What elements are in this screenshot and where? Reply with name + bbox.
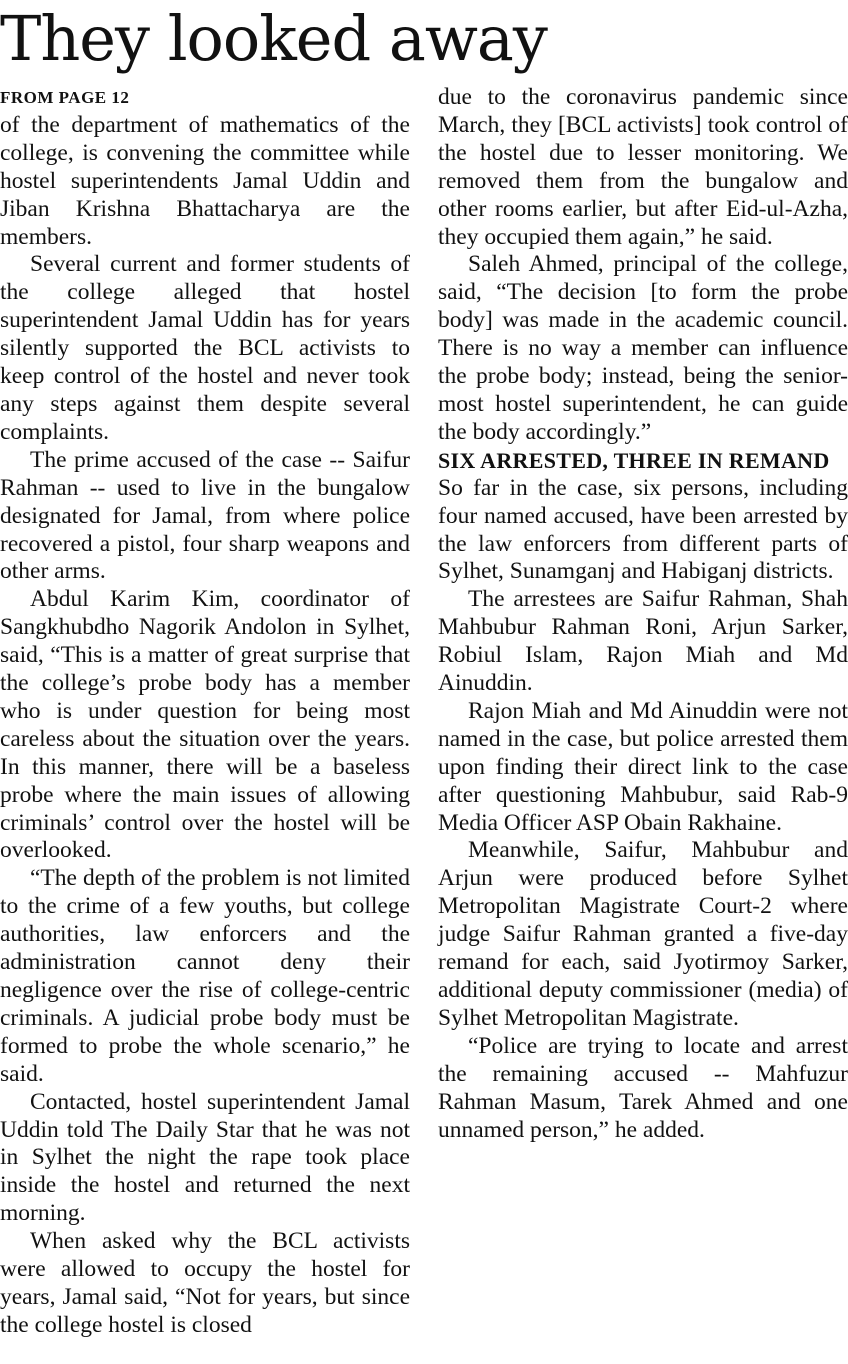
- paragraph: Abdul Karim Kim, coordinator of Sangkhubdho Nagorik Andolon in Sylhet, said, “This is a matter of great surprise that the college’s probe body has a member who is under question for being most careless about the situation over the years. In this manner, there will be a baseless probe where the main issues of allowing criminals’ control over the hostel will be overlooked.: [0, 586, 410, 864]
- paragraph: Meanwhile, Saifur, Mahbubur and Arjun were produced before Sylhet Metropolitan Magistrate Court-2 where judge Saifur Rahman granted a five-day remand for each, said Jyotirmoy Sarker, additional deputy commissioner (media) of Sylhet Metropolitan Magistrate.: [438, 837, 848, 1031]
- jump-line: FROM PAGE 12: [0, 88, 130, 107]
- paragraph: of the department of mathematics of the college, is convening the committee while hostel superintendents Jamal Uddin and Jiban Krishna Bhattacharya are the members.: [0, 111, 410, 250]
- paragraph: Several current and former students of the college alleged that hostel superintendent Jamal Uddin has for years silently supported the BCL activists to keep control of the hostel and never took any steps against them despite several complaints.: [0, 251, 410, 445]
- paragraph: “The depth of the problem is not limited to the crime of a few youths, but college authorities, law enforcers and the administration cannot deny their negligence over the rise of college-centric criminals. A judicial probe body must be formed to probe the whole scenario,” he said.: [0, 865, 410, 1087]
- paragraph: due to the coronavirus pandemic since March, they [BCL activists] took control of the hostel due to lesser monitoring. We removed them from the bungalow and other rooms earlier, but after Eid-ul-Azha, they occupied them again,” he said.: [438, 84, 848, 250]
- section-subhead: SIX ARRESTED, THREE IN REMAND: [438, 447, 830, 473]
- paragraph: The arrestees are Saifur Rahman, Shah Mahbubur Rahman Roni, Arjun Sarker, Robiul Islam, Rajon Miah and Md Ainuddin.: [438, 586, 848, 697]
- paragraph: Rajon Miah and Md Ainuddin were not named in the case, but police arrested them upon finding their direct link to the case after questioning Mahbubur, said Rab-9 Media Officer ASP Obain Rakhaine.: [438, 697, 848, 836]
- paragraph: So far in the case, six persons, including four named accused, have been arrested by the law enforcers from different parts of Sylhet, Sunamganj and Habiganj districts.: [438, 474, 848, 585]
- paragraph: “Police are trying to locate and arrest the remaining accused -- Mahfuzur Rahman Masum, Tarek Ahmed and one unnamed person,” he added.: [438, 1032, 848, 1143]
- paragraph: Saleh Ahmed, principal of the college, said, “The decision [to form the probe body] was made in the academic council. There is no way a member can influence the probe body; instead, being the senior-most hostel superintendent, he can guide the body accordingly.”: [438, 251, 848, 445]
- left-column: [0, 84, 410, 1340]
- paragraph: Contacted, hostel superintendent Jamal Uddin told The Daily Star that he was not in Sylhet the night the rape took place inside the hostel and returned the next morning.: [0, 1088, 410, 1227]
- paragraph: When asked why the BCL activists were allowed to occupy the hostel for years, Jamal said, “Not for years, but since the college hostel is closed: [0, 1228, 410, 1338]
- right-column: [438, 84, 848, 1144]
- headline: They looked away: [0, 2, 547, 75]
- paragraph: The prime accused of the case -- Saifur Rahman -- used to live in the bungalow designated for Jamal, from where police recovered a pistol, four sharp weapons and other arms.: [0, 446, 410, 585]
